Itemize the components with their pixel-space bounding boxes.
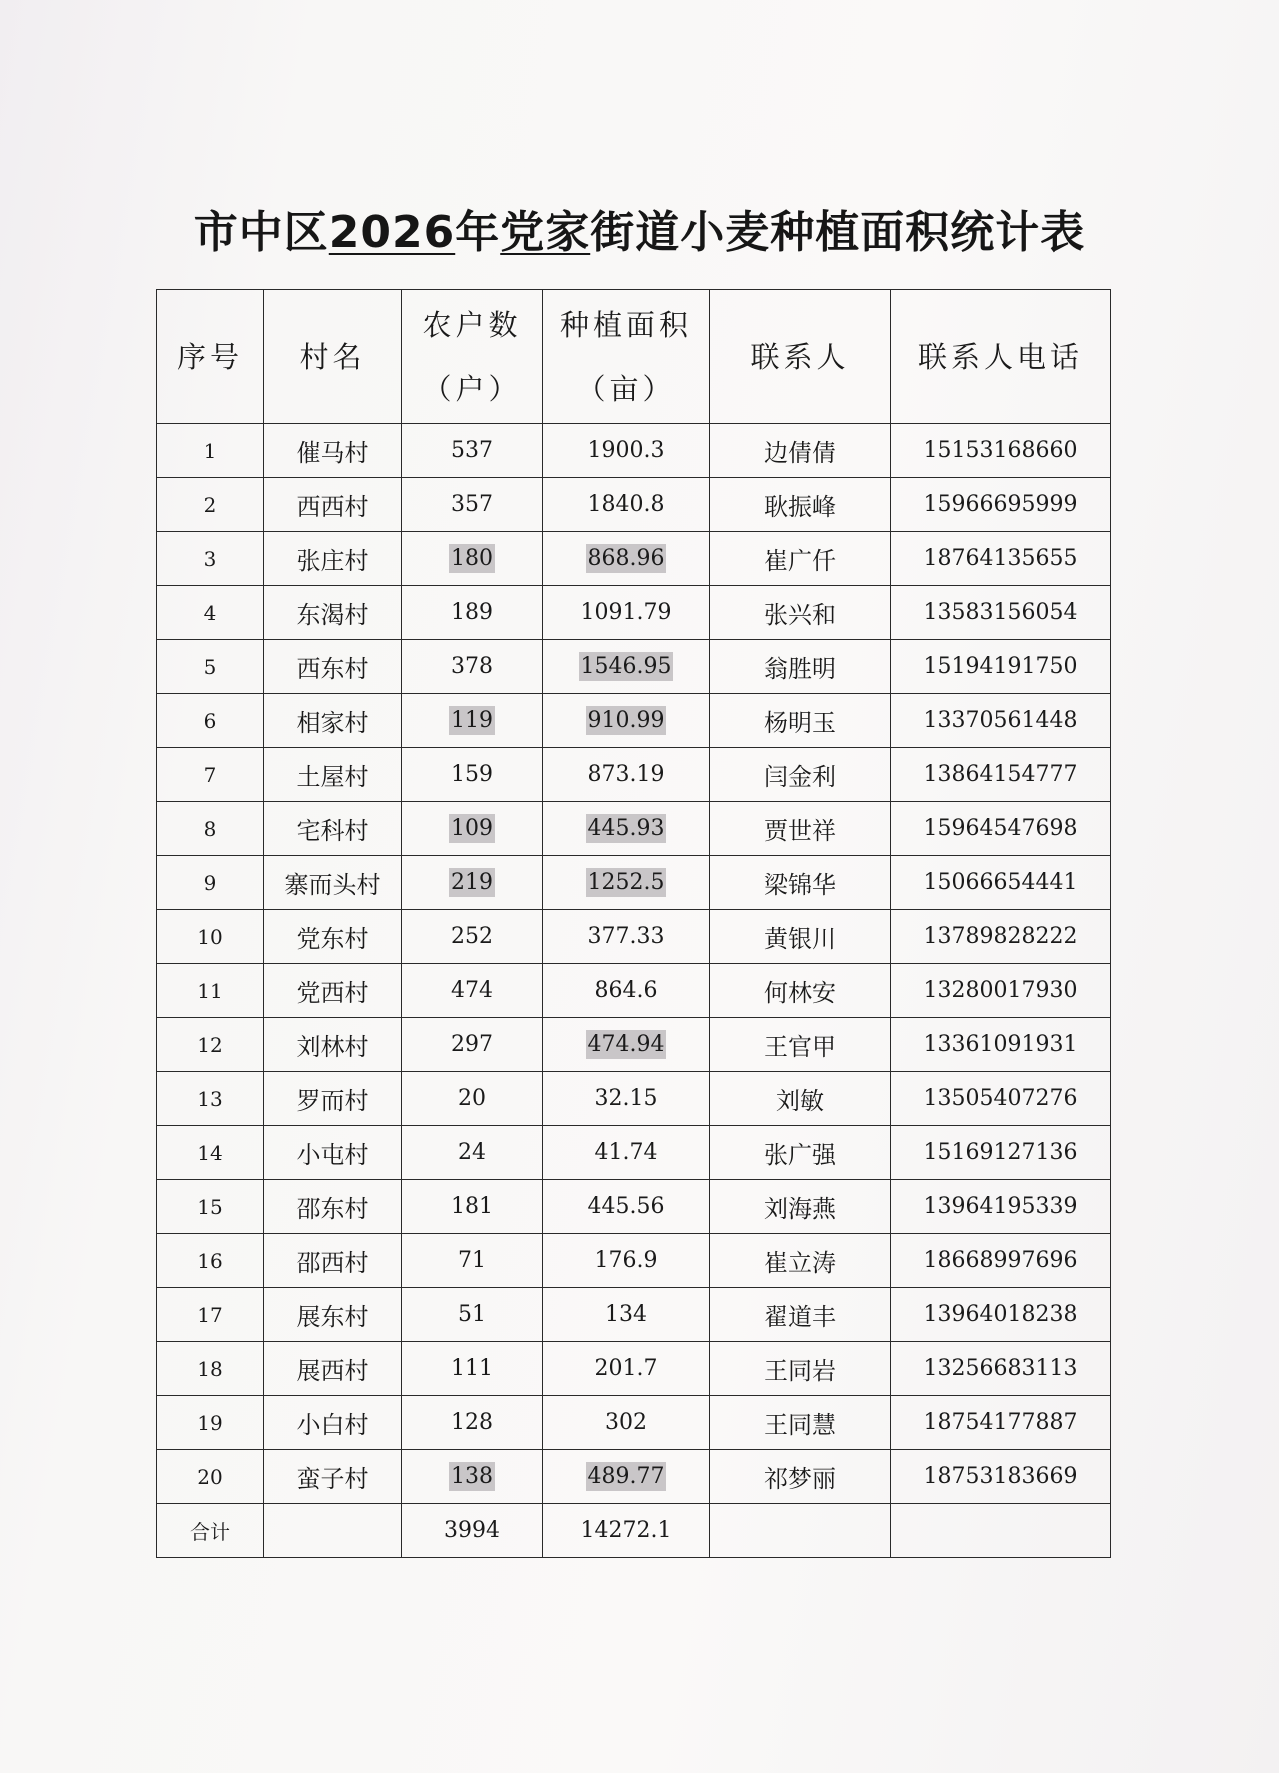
cell-households-text: 378 (451, 654, 493, 679)
cell-seq (157, 1072, 264, 1126)
cell-contact (710, 1072, 891, 1126)
cell-households-text: 297 (451, 1032, 493, 1057)
header-seq: 序号 (157, 290, 264, 424)
cell-seq-text: 5 (203, 654, 217, 679)
cell-phone-text: 13583156054 (923, 600, 1078, 625)
cell-contact (710, 802, 891, 856)
cell-seq-text: 11 (197, 978, 223, 1003)
cell-households (402, 586, 543, 640)
document-title (0, 196, 1279, 256)
cell-village (264, 1342, 402, 1396)
cell-area (543, 1018, 710, 1072)
cell-area (543, 640, 710, 694)
table-row (157, 1180, 1111, 1234)
cell-contact (710, 694, 891, 748)
cell-contact (710, 640, 891, 694)
cell-seq-text: 13 (197, 1086, 223, 1111)
cell-phone-text: 13361091931 (923, 1032, 1078, 1057)
title-suffix: 街道小麦种植面积统计表 (590, 207, 1086, 258)
total-households: 3994 (402, 1504, 543, 1558)
cell-village (264, 640, 402, 694)
cell-village (264, 1126, 402, 1180)
cell-households (402, 856, 543, 910)
table-row (157, 964, 1111, 1018)
cell-households (402, 910, 543, 964)
cell-households (402, 694, 543, 748)
cell-village-text: 宅科村 (296, 817, 369, 845)
cell-households (402, 1288, 543, 1342)
cell-phone (891, 748, 1111, 802)
cell-phone-text: 15194191750 (923, 654, 1078, 679)
cell-contact (710, 1450, 891, 1504)
total-contact (710, 1504, 891, 1558)
cell-phone (891, 964, 1111, 1018)
header-households-line2: （户） (422, 371, 522, 406)
cell-area (543, 748, 710, 802)
title-year: 2026 (328, 207, 456, 258)
cell-phone-text: 13370561448 (923, 708, 1078, 733)
cell-phone (891, 856, 1111, 910)
header-contact: 联系人 (710, 290, 891, 424)
cell-households-text: 109 (451, 816, 493, 841)
table-row (157, 748, 1111, 802)
cell-village (264, 910, 402, 964)
cell-village-text: 党西村 (296, 979, 369, 1007)
cell-households (402, 1018, 543, 1072)
cell-contact-text: 崔立涛 (764, 1249, 836, 1277)
cell-contact-text: 王同岩 (764, 1357, 836, 1385)
table-row (157, 640, 1111, 694)
cell-phone-text: 15966695999 (923, 492, 1078, 517)
header-village: 村名 (264, 290, 402, 424)
cell-households (402, 1450, 543, 1504)
cell-area-text: 868.96 (587, 546, 665, 571)
cell-village (264, 694, 402, 748)
cell-seq (157, 802, 264, 856)
cell-households (402, 640, 543, 694)
cell-village-text: 西西村 (296, 493, 369, 521)
cell-area-text: 445.93 (587, 816, 665, 841)
total-village (264, 1504, 402, 1558)
cell-area-text: 377.33 (587, 924, 665, 949)
cell-households (402, 748, 543, 802)
cell-area-text: 32.15 (594, 1086, 658, 1111)
cell-seq-text: 20 (197, 1464, 223, 1489)
table-row (157, 1234, 1111, 1288)
cell-area-text: 445.56 (587, 1194, 665, 1219)
cell-area (543, 1396, 710, 1450)
total-label: 合计 (157, 1504, 264, 1558)
table-row (157, 694, 1111, 748)
cell-area (543, 910, 710, 964)
cell-village-text: 蛮子村 (296, 1465, 369, 1493)
cell-phone (891, 1234, 1111, 1288)
header-row (157, 290, 1111, 424)
cell-area-text: 474.94 (587, 1032, 665, 1057)
cell-households-text: 252 (451, 924, 493, 949)
cell-area-text: 302 (605, 1410, 647, 1435)
table-row (157, 1450, 1111, 1504)
table-row (157, 856, 1111, 910)
cell-seq (157, 910, 264, 964)
title-prefix: 市中区 (193, 207, 329, 258)
cell-households-text: 138 (451, 1464, 493, 1489)
cell-phone (891, 694, 1111, 748)
cell-contact (710, 1234, 891, 1288)
cell-households (402, 424, 543, 478)
cell-village (264, 802, 402, 856)
cell-seq-text: 16 (197, 1248, 223, 1273)
cell-phone-text: 18753183669 (923, 1464, 1078, 1489)
cell-households-text: 357 (451, 492, 493, 517)
cell-seq-text: 12 (197, 1032, 223, 1057)
cell-seq (157, 1126, 264, 1180)
cell-households (402, 1396, 543, 1450)
cell-contact (710, 1396, 891, 1450)
cell-village-text: 土屋村 (296, 763, 369, 791)
table-row (157, 586, 1111, 640)
cell-contact-text: 王官甲 (764, 1033, 836, 1061)
cell-village (264, 1018, 402, 1072)
cell-contact-text: 张广强 (764, 1141, 836, 1169)
table-row (157, 478, 1111, 532)
cell-households-text: 537 (451, 438, 493, 463)
cell-phone-text: 15153168660 (923, 438, 1078, 463)
table-body (157, 424, 1111, 1504)
cell-area-text: 1546.95 (580, 654, 672, 679)
cell-area (543, 1234, 710, 1288)
cell-village (264, 856, 402, 910)
cell-village-text: 小白村 (296, 1411, 369, 1439)
cell-area (543, 478, 710, 532)
cell-phone (891, 1396, 1111, 1450)
cell-phone (891, 802, 1111, 856)
cell-contact-text: 刘敏 (776, 1087, 824, 1115)
cell-phone-text: 15169127136 (923, 1140, 1078, 1165)
cell-village (264, 1072, 402, 1126)
cell-phone-text: 13864154777 (923, 762, 1078, 787)
cell-households-text: 159 (451, 762, 493, 787)
cell-phone (891, 1126, 1111, 1180)
total-area: 14272.1 (543, 1504, 710, 1558)
table-row (157, 802, 1111, 856)
cell-households-text: 181 (451, 1194, 493, 1219)
cell-area-text: 1900.3 (587, 438, 665, 463)
cell-phone-text: 15964547698 (923, 816, 1078, 841)
wheat-area-table (156, 289, 1111, 1558)
cell-seq (157, 1288, 264, 1342)
cell-contact-text: 何林安 (764, 979, 836, 1007)
total-phone (891, 1504, 1111, 1558)
cell-area (543, 1126, 710, 1180)
cell-seq (157, 694, 264, 748)
cell-households-text: 180 (451, 546, 493, 571)
cell-seq (157, 640, 264, 694)
cell-phone (891, 532, 1111, 586)
title-street: 党家 (500, 207, 591, 258)
cell-seq (157, 1234, 264, 1288)
cell-contact-text: 张兴和 (764, 601, 836, 629)
total-row (157, 1504, 1111, 1558)
cell-area (543, 532, 710, 586)
cell-area-text: 201.7 (594, 1356, 658, 1381)
cell-village-text: 小屯村 (296, 1141, 369, 1169)
cell-area (543, 586, 710, 640)
cell-contact (710, 856, 891, 910)
cell-village-text: 相家村 (296, 709, 369, 737)
cell-contact-text: 刘海燕 (764, 1195, 836, 1223)
cell-village (264, 1450, 402, 1504)
table-row (157, 1072, 1111, 1126)
cell-seq (157, 964, 264, 1018)
cell-village (264, 1234, 402, 1288)
table-row (157, 1396, 1111, 1450)
cell-village-text: 张庄村 (296, 547, 369, 575)
cell-phone-text: 13964018238 (923, 1302, 1078, 1327)
cell-village-text: 展西村 (296, 1357, 369, 1385)
cell-seq-text: 19 (197, 1410, 223, 1435)
cell-contact-text: 祁梦丽 (764, 1465, 836, 1493)
cell-contact (710, 532, 891, 586)
cell-households (402, 1180, 543, 1234)
cell-village (264, 1396, 402, 1450)
cell-area-text: 1091.79 (580, 600, 672, 625)
cell-households-text: 128 (451, 1410, 493, 1435)
cell-seq-text: 2 (203, 492, 217, 517)
cell-contact-text: 耿振峰 (764, 493, 836, 521)
cell-households-text: 51 (458, 1302, 486, 1327)
table-row (157, 1342, 1111, 1396)
header-households (402, 290, 543, 424)
cell-area-text: 134 (605, 1302, 647, 1327)
cell-area (543, 424, 710, 478)
cell-phone-text: 18764135655 (923, 546, 1078, 571)
cell-phone-text: 18754177887 (923, 1410, 1078, 1435)
cell-area (543, 856, 710, 910)
cell-contact-text: 边倩倩 (764, 439, 836, 467)
cell-area (543, 1288, 710, 1342)
header-area-line2: （亩） (576, 371, 676, 406)
cell-phone-text: 13789828222 (923, 924, 1078, 949)
cell-village-text: 西东村 (296, 655, 369, 683)
cell-village (264, 424, 402, 478)
cell-phone (891, 1072, 1111, 1126)
cell-area-text: 910.99 (587, 708, 665, 733)
table-row (157, 424, 1111, 478)
cell-area (543, 1450, 710, 1504)
cell-contact-text: 闫金利 (764, 763, 836, 791)
cell-contact-text: 贾世祥 (764, 817, 836, 845)
cell-village (264, 478, 402, 532)
cell-phone (891, 640, 1111, 694)
cell-area (543, 802, 710, 856)
cell-contact (710, 1342, 891, 1396)
cell-seq (157, 586, 264, 640)
header-households-line1: 农户数 (422, 307, 522, 342)
cell-contact (710, 910, 891, 964)
cell-phone-text: 13280017930 (923, 978, 1078, 1003)
cell-contact (710, 424, 891, 478)
cell-contact-text: 翁胜明 (764, 655, 836, 683)
cell-contact-text: 黄银川 (764, 925, 836, 953)
cell-contact-text: 杨明玉 (764, 709, 836, 737)
cell-households-text: 20 (458, 1086, 486, 1111)
cell-village-text: 邵东村 (296, 1195, 369, 1223)
cell-village-text: 党东村 (296, 925, 369, 953)
cell-households-text: 189 (451, 600, 493, 625)
cell-village (264, 964, 402, 1018)
header-area (543, 290, 710, 424)
cell-phone (891, 586, 1111, 640)
header-area-line1: 种植面积 (559, 307, 692, 342)
cell-contact (710, 1018, 891, 1072)
cell-households-text: 219 (451, 870, 493, 895)
cell-area (543, 964, 710, 1018)
cell-seq (157, 1396, 264, 1450)
cell-village (264, 1180, 402, 1234)
cell-households-text: 474 (451, 978, 493, 1003)
cell-households (402, 964, 543, 1018)
cell-seq-text: 1 (203, 438, 217, 463)
cell-phone-text: 13505407276 (923, 1086, 1078, 1111)
cell-area (543, 694, 710, 748)
cell-seq (157, 1450, 264, 1504)
cell-area-text: 176.9 (594, 1248, 658, 1273)
cell-phone-text: 13964195339 (923, 1194, 1078, 1219)
cell-village (264, 1288, 402, 1342)
cell-phone (891, 910, 1111, 964)
cell-households-text: 119 (451, 708, 493, 733)
cell-seq-text: 7 (203, 762, 217, 787)
cell-seq-text: 4 (203, 600, 217, 625)
cell-area-text: 1840.8 (587, 492, 665, 517)
cell-village-text: 寨而头村 (284, 871, 381, 899)
cell-contact-text: 王同慧 (764, 1411, 836, 1439)
cell-contact-text: 崔广仟 (764, 547, 836, 575)
cell-contact (710, 964, 891, 1018)
title-mid: 年 (455, 207, 501, 258)
cell-contact-text: 梁锦华 (764, 871, 836, 899)
cell-households (402, 802, 543, 856)
cell-village-text: 刘林村 (296, 1033, 369, 1061)
cell-village (264, 532, 402, 586)
cell-village-text: 催马村 (296, 439, 369, 467)
cell-phone-text: 18668997696 (923, 1248, 1078, 1273)
cell-area (543, 1180, 710, 1234)
cell-seq-text: 10 (197, 924, 223, 949)
cell-seq (157, 856, 264, 910)
cell-area-text: 489.77 (587, 1464, 665, 1489)
cell-seq-text: 15 (197, 1194, 223, 1219)
cell-seq-text: 14 (197, 1140, 223, 1165)
cell-phone (891, 1180, 1111, 1234)
cell-households (402, 1126, 543, 1180)
cell-area (543, 1072, 710, 1126)
cell-area-text: 41.74 (594, 1140, 658, 1165)
cell-seq (157, 748, 264, 802)
cell-contact (710, 478, 891, 532)
cell-seq (157, 478, 264, 532)
cell-seq (157, 1342, 264, 1396)
cell-households (402, 532, 543, 586)
cell-contact (710, 1288, 891, 1342)
cell-phone (891, 1288, 1111, 1342)
cell-contact-text: 翟道丰 (764, 1303, 836, 1331)
cell-phone (891, 1342, 1111, 1396)
table-row (157, 1288, 1111, 1342)
cell-phone (891, 1018, 1111, 1072)
cell-village (264, 586, 402, 640)
cell-seq-text: 8 (203, 816, 217, 841)
cell-contact (710, 586, 891, 640)
cell-seq-text: 17 (197, 1302, 223, 1327)
header-phone: 联系人电话 (891, 290, 1111, 424)
cell-seq-text: 18 (197, 1356, 223, 1381)
cell-seq (157, 424, 264, 478)
table-row (157, 532, 1111, 586)
cell-seq-text: 6 (203, 708, 217, 733)
cell-seq-text: 9 (203, 870, 217, 895)
cell-village-text: 东渴村 (296, 601, 369, 629)
cell-households (402, 1234, 543, 1288)
table-row (157, 1126, 1111, 1180)
cell-households-text: 24 (458, 1140, 486, 1165)
cell-contact (710, 748, 891, 802)
cell-phone-text: 13256683113 (923, 1356, 1078, 1381)
cell-phone (891, 1450, 1111, 1504)
cell-households-text: 71 (458, 1248, 486, 1273)
cell-contact (710, 1126, 891, 1180)
cell-households-text: 111 (451, 1356, 493, 1381)
cell-phone (891, 478, 1111, 532)
cell-households (402, 478, 543, 532)
cell-seq (157, 1180, 264, 1234)
cell-households (402, 1342, 543, 1396)
cell-phone-text: 15066654441 (923, 870, 1078, 895)
cell-area-text: 873.19 (587, 762, 665, 787)
cell-area-text: 864.6 (594, 978, 658, 1003)
cell-seq-text: 3 (203, 546, 217, 571)
cell-households (402, 1072, 543, 1126)
cell-village (264, 748, 402, 802)
table-row (157, 910, 1111, 964)
cell-area (543, 1342, 710, 1396)
cell-village-text: 罗而村 (296, 1087, 369, 1115)
cell-seq (157, 532, 264, 586)
cell-village-text: 展东村 (296, 1303, 369, 1331)
cell-area-text: 1252.5 (587, 870, 665, 895)
cell-seq (157, 1018, 264, 1072)
cell-phone (891, 424, 1111, 478)
table-row (157, 1018, 1111, 1072)
cell-village-text: 邵西村 (296, 1249, 369, 1277)
cell-contact (710, 1180, 891, 1234)
